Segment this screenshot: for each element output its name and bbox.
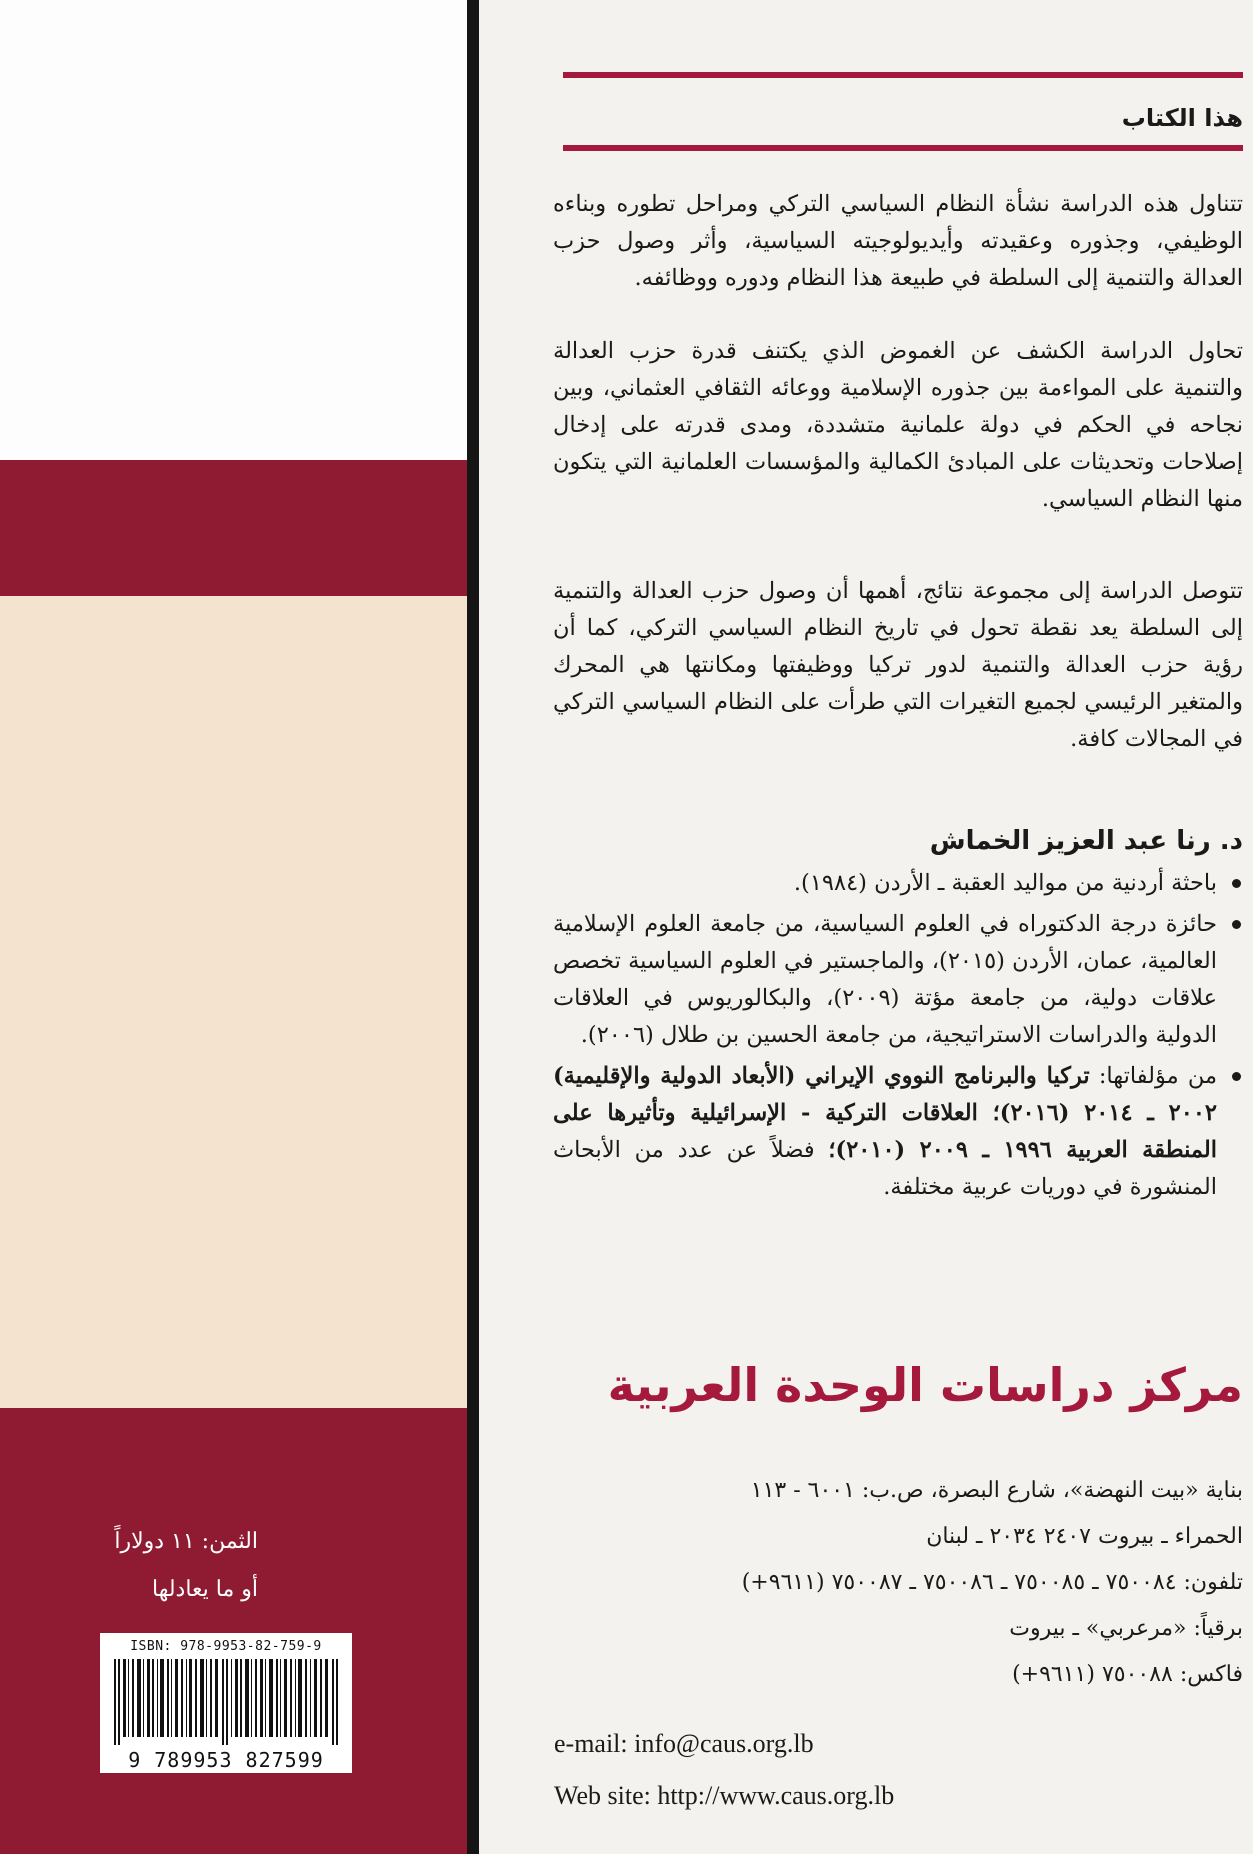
- price-equivalent-line: أو ما يعادلها: [152, 1577, 258, 1602]
- address-line-1: بناية «بيت النهضة»، شارع البصرة، ص.ب: ٦٠٠١ - ١١٣: [750, 1478, 1243, 1503]
- red-band-top: [0, 460, 467, 596]
- publisher-contact: [554, 1718, 894, 1822]
- publisher-address: [543, 1468, 1243, 1698]
- website-line: Web site: http://www.caus.org.lb: [554, 1781, 895, 1810]
- about-paragraph-3: تتوصل الدراسة إلى مجموعة نتائج، أهمها أن وصول حزب العدالة والتنمية إلى السلطة يعد نقطة تحول في تاريخ النظام السياسي التركي، كما أن رؤية حزب العدالة والتنمية لدور تركيا ووظيفتها ومكانتها هي المحرك والمتغير الرئيسي لجميع التغيرات التي طرأت على النظام السياسي التركي في المجالات كافة.: [553, 578, 1243, 752]
- bio-birth: باحثة أردنية من مواليد العقبة ـ الأردن (١٩٨٤).: [793, 870, 1217, 896]
- bio-works-intro: من مؤلفاتها:: [1089, 1063, 1217, 1089]
- email-line: e-mail: info@caus.org.lb: [554, 1729, 814, 1758]
- white-block: [0, 0, 467, 460]
- bullet-icon: [1232, 1072, 1241, 1081]
- spine-border: [467, 0, 479, 1854]
- price-label: [114, 1518, 258, 1614]
- bio-works-rest: فضلاً عن عدد من الأبحاث المنشورة في دوريات عربية مختلفة.: [553, 1137, 1217, 1200]
- price-line: الثمن: ١١ دولاراً: [114, 1529, 258, 1554]
- about-paragraph-2: تحاول الدراسة الكشف عن الغموض الذي يكتنف قدرة حزب العدالة والتنمية على المواءمة بين جذوره الإسلامية ووعائه الثقافي العثماني، وبين نجاحه في الحكم في دولة علمانية متشددة، ومدى قدرته على إدخال إصلاحات وتحديثات على المبادئ الكمالية والمؤسسات العلمانية التي يتكون منها النظام السياسي.: [553, 338, 1243, 512]
- list-item: [553, 906, 1243, 1054]
- title-rule-bottom: [563, 145, 1243, 151]
- barcode-icon: [114, 1659, 338, 1745]
- bio-education: حائزة درجة الدكتوراه في العلوم السياسية، من جامعة العلوم الإسلامية العالمية، عمان، الأردن (٢٠١٥)، والماجستير في العلوم السياسية تخصص علاقات دولية، من جامعة مؤتة (٢٠٠٩)، والبكالوريوس في العلاقات الدولية والدراسات الاستراتيجية، من جامعة الحسين بن طلال (٢٠٠٦).: [553, 911, 1217, 1048]
- barcode-box: [100, 1633, 352, 1773]
- bullet-icon: [1232, 920, 1241, 929]
- list-item: [553, 1058, 1243, 1206]
- address-line-2: الحمراء ـ بيروت ٢٤٠٧ ٢٠٣٤ ـ لبنان: [926, 1524, 1243, 1549]
- isbn-text: ISBN: 978-9953-82-759-9: [130, 1639, 322, 1654]
- title-rule-top: [563, 72, 1243, 78]
- author-name: د. رنا عبد العزيز الخماش: [929, 826, 1243, 856]
- cream-block: [0, 596, 467, 1408]
- publisher-name: مركز دراسات الوحدة العربية: [607, 1358, 1243, 1412]
- red-band-bottom: [0, 1408, 467, 1854]
- bullet-icon: [1232, 879, 1241, 888]
- cable-line: برقياً: «مرعربي» ـ بيروت: [1009, 1616, 1243, 1641]
- author-bio-list: [553, 865, 1243, 1210]
- about-paragraph-1: تتناول هذه الدراسة نشأة النظام السياسي التركي ومراحل تطوره وبناءه الوظيفي، وجذوره وعقيدته وأيديولوجيته السياسية، وأثر وصول حزب العدالة والتنمية إلى السلطة في طبيعة هذا النظام ودوره ووظائفه.: [553, 191, 1243, 291]
- list-item: [553, 865, 1243, 902]
- section-title: هذا الكتاب: [1121, 104, 1243, 132]
- fax-line: فاكس: ٧٥٠٠٨٨ (٩٦١١+): [1012, 1662, 1243, 1687]
- phone-line: تلفون: ٧٥٠٠٨٤ ـ ٧٥٠٠٨٥ ـ ٧٥٠٠٨٦ ـ ٧٥٠٠٨٧ (٩٦١١+): [741, 1570, 1243, 1595]
- barcode-number: 9 789953 827599: [128, 1748, 324, 1772]
- bio-works-titles: تركيا والبرنامج النووي الإيراني (الأبعاد الدولية والإقليمية) ٢٠٠٢ ـ ٢٠١٤ (٢٠١٦)؛ العلاقات التركية - الإسرائيلية وتأثيرها على المنطقة العربية ١٩٩٦ ـ ٢٠٠٩ (٢٠١٠)؛: [553, 1063, 1217, 1163]
